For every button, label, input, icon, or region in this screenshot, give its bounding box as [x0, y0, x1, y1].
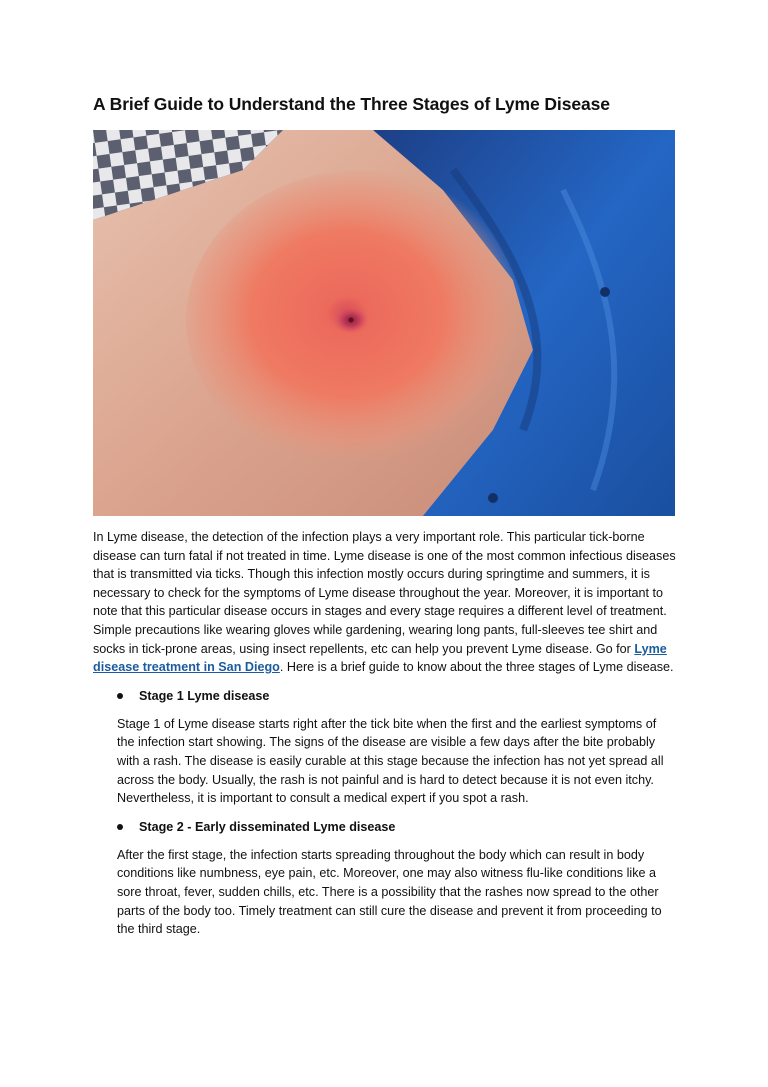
stage-1-heading	[93, 687, 676, 705]
intro-paragraph	[93, 528, 676, 677]
stage-2-heading	[93, 818, 676, 836]
document-title: A Brief Guide to Understand the Three Stages of Lyme Disease	[93, 94, 610, 114]
rash-photo	[93, 130, 675, 516]
bullet-icon	[117, 824, 123, 830]
treatment-link[interactable]: Lyme disease treatment in San Diego	[93, 641, 667, 675]
bullet-icon	[117, 693, 123, 699]
stage-2-heading-text: Stage 2 - Early disseminated Lyme disease	[139, 819, 396, 834]
stage-1-heading-text: Stage 1 Lyme disease	[139, 688, 270, 703]
stage-2-section	[93, 818, 676, 939]
intro-text-start: In Lyme disease, the detection of the infection plays a very important role. This particular tick-borne disease can turn fatal if not treated in time. Lyme disease is one of the most common infectious diseases that is transmitted via ticks. Though this infection mostly occurs during springtime and summers, it is necessary to check for the symptoms of Lyme disease throughout the year. Moreover, it is important to note that this particular disease occurs in stages and every stage requires a different level of treatment. Simple precautions like wearing gloves while gardening, wearing long pants, full-sleeves tee shirt and socks in tick-prone areas, using insect repellents, etc can help you prevent Lyme disease. Go for	[93, 530, 676, 656]
document-page	[93, 92, 676, 939]
intro-text-end: . Here is a brief guide to know about the three stages of Lyme disease.	[279, 660, 674, 675]
stage-2-body: After the first stage, the infection starts spreading throughout the body which can result in body conditions like numbness, eye pain, etc. Moreover, one may also witness flu-like conditions like a sore throat, fever, sudden chills, etc. There is a possibility that the rashes now spread to the other parts of the body too. Timely treatment can still cure the disease and prevent it from proceeding to the third stage.	[117, 847, 662, 937]
stage-1-body: Stage 1 of Lyme disease starts right after the tick bite when the first and the earliest symptoms of the infection start showing. The signs of the disease are visible a few days after the bite probably with a rash. The disease is easily curable at this stage because the infection has not yet spread all across the body. Usually, the rash is not painful and is hard to detect because it is not even itchy. Nevertheless, it is important to consult a medical expert if you spot a rash.	[117, 716, 664, 806]
stage-1-section	[93, 687, 676, 808]
